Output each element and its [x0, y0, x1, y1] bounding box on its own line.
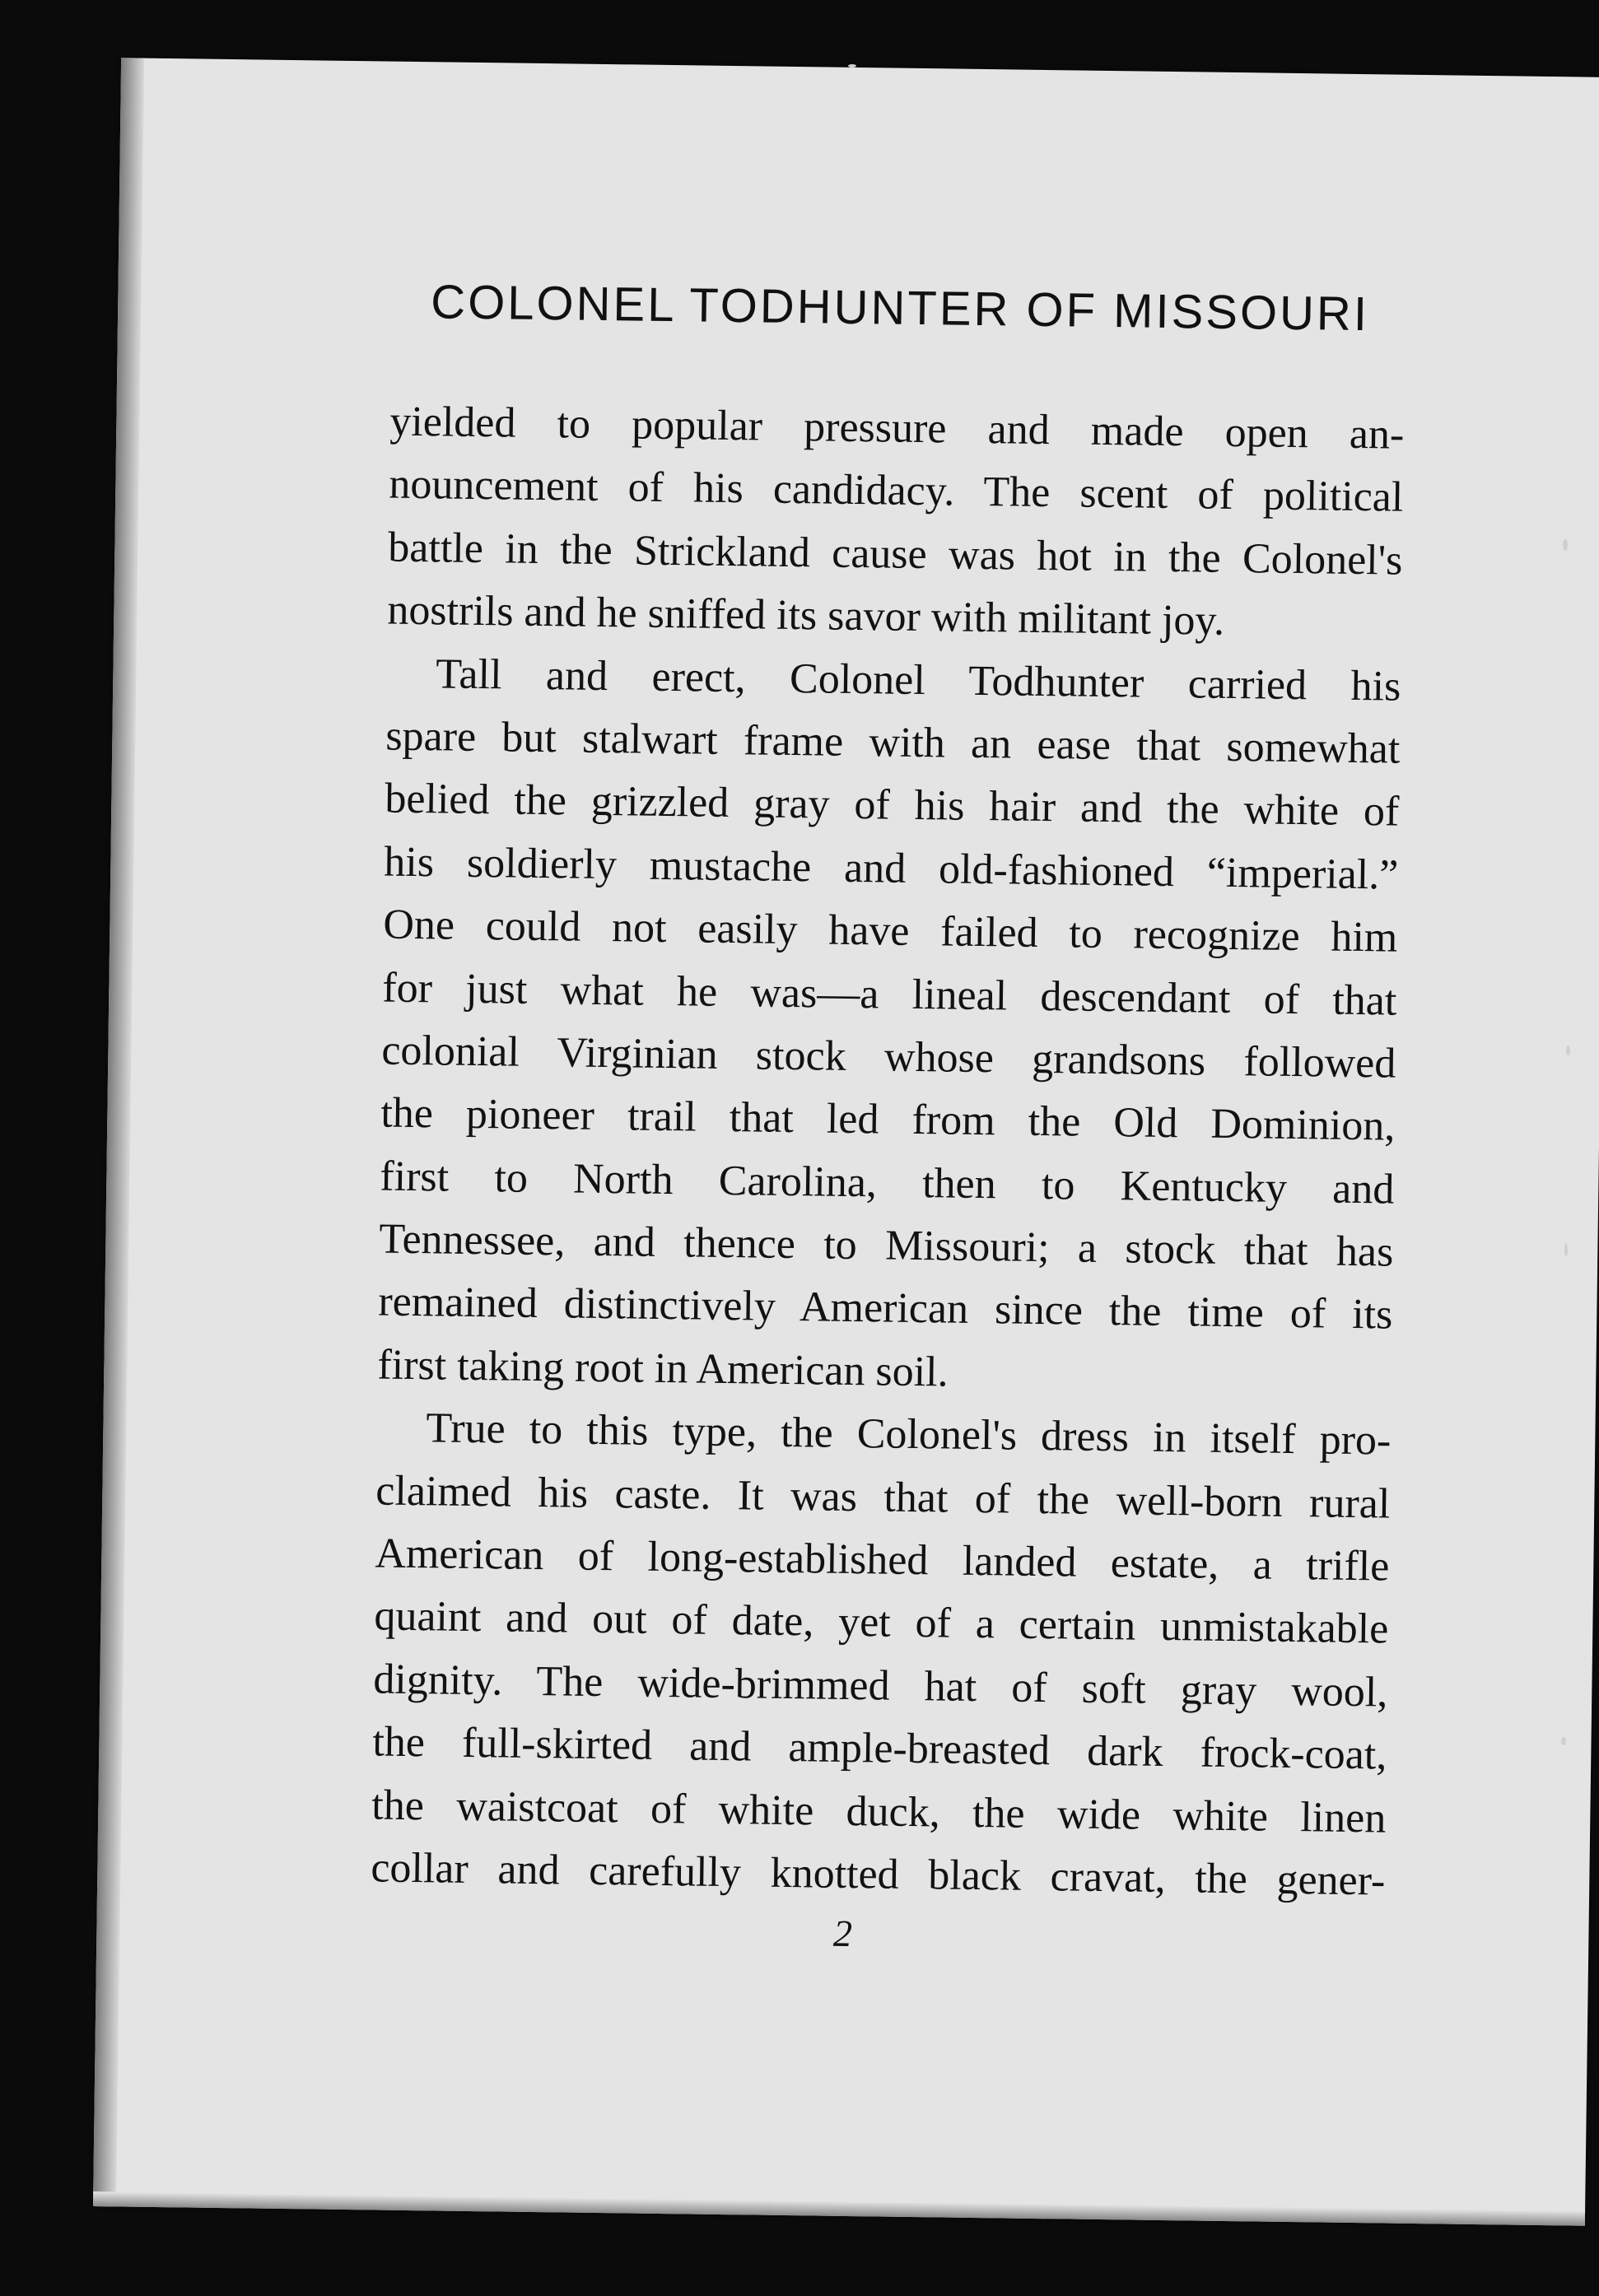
- running-head: COLONEL TODHUNTER OF MISSOURI: [430, 275, 1370, 342]
- scan-speck: [1564, 1243, 1568, 1256]
- text-line: nostrils and he sniffed its savor with militant joy.: [387, 586, 1225, 645]
- text-line: colonial Virginian stock whose grandsons followed: [381, 1027, 1396, 1087]
- scan-speck: [1563, 539, 1568, 551]
- scan-speck: [1561, 1737, 1566, 1745]
- scan-speck: [848, 64, 856, 68]
- text-line: the waistcoat of white duck, the wide white linen: [371, 1781, 1387, 1842]
- text-line: for just what he was—a lineal descendant of that: [382, 964, 1397, 1025]
- text-line: Tall and erect, Colonel Todhunter carried his: [436, 650, 1401, 710]
- text-line: Tennessee, and thence to Missouri; a stock that has: [379, 1215, 1394, 1276]
- text-line: battle in the Strickland cause was hot in the Colonel's: [388, 524, 1403, 584]
- text-line: collar and carefully knotted black cravat, the gener-: [371, 1844, 1386, 1905]
- text-line: yielded to popular pressure and made open an-: [389, 398, 1405, 459]
- text-line: his soldierly mustache and old-fashioned “imperial.”: [384, 838, 1399, 899]
- text-line: belied the grizzled gray of his hair and the white of: [385, 775, 1400, 836]
- text-line: claimed his caste. It was that of the well-born rural: [375, 1467, 1391, 1528]
- text-line: the pioneer trail that led from the Old Dominion,: [380, 1089, 1396, 1150]
- text-line: first to North Carolina, then to Kentucky and: [380, 1153, 1395, 1213]
- text-line: One could not easily have failed to recognize him: [383, 901, 1398, 962]
- scan-speck: [1566, 1046, 1570, 1055]
- text-line: dignity. The wide-brimmed hat of soft gray wool,: [373, 1656, 1388, 1716]
- body-text: [371, 391, 1405, 1913]
- text-line: spare but stalwart frame with an ease that somewhat: [385, 712, 1401, 773]
- text-line: remained distinctively American since the time of its: [378, 1278, 1393, 1339]
- text-line: American of long-established landed estate, a trifle: [375, 1530, 1390, 1590]
- book-page: [93, 58, 1599, 2225]
- page-number: 2: [832, 1912, 853, 1955]
- text-line: the full-skirted and ample-breasted dark frock-coat,: [372, 1718, 1387, 1779]
- text-line: True to this type, the Colonel's dress in itself pro-: [426, 1404, 1392, 1465]
- text-line: nouncement of his candidacy. The scent of political: [389, 460, 1404, 522]
- text-line: first taking root in American soil.: [377, 1341, 949, 1396]
- text-line: quaint and out of date, yet of a certain unmistakable: [374, 1592, 1389, 1653]
